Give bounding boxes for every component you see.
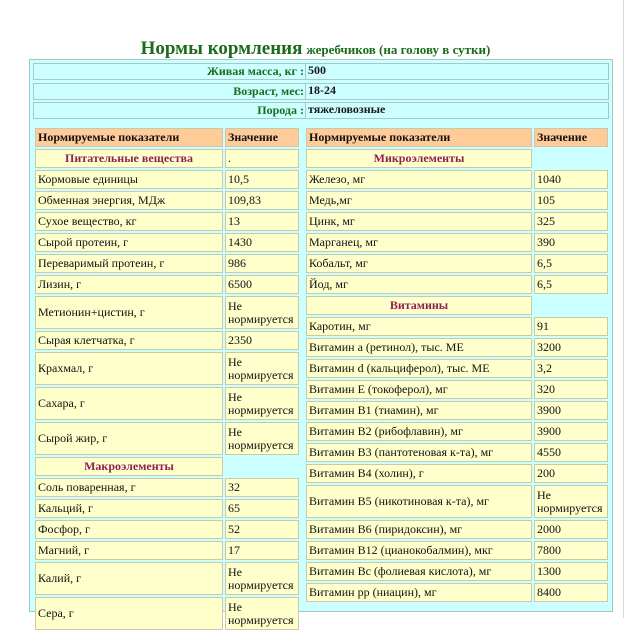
page-title: [0, 38, 631, 60]
row-name: Витамин В1 (тиамин), мг: [306, 401, 532, 420]
row-value: 3900: [534, 422, 608, 441]
row-name: Витамин рр (ниацин), мг: [306, 583, 532, 602]
row-name: Витамин В2 (рибофлавин), мг: [306, 422, 532, 441]
section-nutrients: Питательные вещества: [35, 149, 223, 168]
table-row: [306, 170, 608, 189]
row-value: 2000: [534, 520, 608, 539]
table-row: [35, 170, 299, 189]
table-row: [35, 478, 299, 497]
row-name: Калий, г: [35, 562, 223, 595]
table-row: [35, 352, 299, 385]
row-name: Метионин+цистин, г: [35, 296, 223, 329]
row-value: 13: [225, 212, 299, 231]
row-name: Сырой жир, г: [35, 422, 223, 455]
row-value: Не нормируется: [534, 485, 608, 518]
row-value: 1430: [225, 233, 299, 252]
row-name: Железо, мг: [306, 170, 532, 189]
row-value: 1300: [534, 562, 608, 581]
title-main: Нормы кормления: [140, 38, 303, 59]
info-value: 500: [305, 63, 326, 80]
table-row: [306, 380, 608, 399]
table-row: [35, 191, 299, 210]
right-norms-table: [304, 126, 610, 604]
row-name: Цинк, мг: [306, 212, 532, 231]
row-value: 105: [534, 191, 608, 210]
table-row: [35, 422, 299, 455]
row-value: 65: [225, 499, 299, 518]
info-row-breed: [33, 102, 609, 119]
table-row: [306, 583, 608, 602]
table-row: [306, 520, 608, 539]
section-macroelements: Макроэлементы: [35, 457, 223, 476]
table-row: [306, 338, 608, 357]
column-header-value: Значение: [225, 128, 299, 147]
section-spacer: [534, 149, 608, 168]
info-label: Живая масса, кг :: [206, 64, 304, 78]
table-row: [306, 275, 608, 294]
table-row: [306, 233, 608, 252]
row-value: 4550: [534, 443, 608, 462]
row-name: Витамин В5 (никотиновая к-та), мг: [306, 485, 532, 518]
info-label: Порода :: [257, 103, 304, 117]
table-row: [306, 359, 608, 378]
column-header-indicator: Нормируемые показатели: [306, 128, 532, 147]
row-value: 986: [225, 254, 299, 273]
row-value: 390: [534, 233, 608, 252]
row-value: 32: [225, 478, 299, 497]
row-name: Кальций, г: [35, 499, 223, 518]
row-name: Фосфор, г: [35, 520, 223, 539]
row-value: 320: [534, 380, 608, 399]
row-name: Соль поваренная, г: [35, 478, 223, 497]
row-value: Не нормируется: [225, 562, 299, 595]
row-name: Каротин, мг: [306, 317, 532, 336]
section-microelements: Микроэлементы: [306, 149, 532, 168]
row-value: Не нормируется: [225, 296, 299, 329]
table-row: [35, 233, 299, 252]
row-value: 17: [225, 541, 299, 560]
table-row: [35, 275, 299, 294]
row-name: Витамин В4 (холин), г: [306, 464, 532, 483]
table-row: [306, 464, 608, 483]
row-name: Переваримый протеин, г: [35, 254, 223, 273]
row-name: Витамин В6 (пиридоксин), мг: [306, 520, 532, 539]
row-name: Кобальт, мг: [306, 254, 532, 273]
table-row: [35, 254, 299, 273]
table-row: [35, 331, 299, 350]
row-name: Йод, мг: [306, 275, 532, 294]
row-name: Обменная энергия, МДж: [35, 191, 223, 210]
row-name: Сахара, г: [35, 387, 223, 420]
table-row: [306, 191, 608, 210]
info-value: 18-24: [305, 83, 336, 100]
table-row: [35, 387, 299, 420]
table-row: [35, 296, 299, 329]
row-value: Не нормируется: [225, 352, 299, 385]
table-row: [306, 562, 608, 581]
row-name: Сырая клетчатка, г: [35, 331, 223, 350]
table-row: [35, 212, 299, 231]
row-value: 6,5: [534, 275, 608, 294]
row-value: 6500: [225, 275, 299, 294]
row-value: 3,2: [534, 359, 608, 378]
table-row: [35, 562, 299, 595]
row-name: Витамин В3 (пантотеновая к-та), мг: [306, 443, 532, 462]
row-value: 3900: [534, 401, 608, 420]
table-row: [306, 317, 608, 336]
row-value: 325: [534, 212, 608, 231]
row-value: 8400: [534, 583, 608, 602]
row-value: 2350: [225, 331, 299, 350]
row-name: Витамин Вс (фолиевая кислота), мг: [306, 562, 532, 581]
row-name: Витамин а (ретинол), тыс. МЕ: [306, 338, 532, 357]
table-row: [306, 443, 608, 462]
info-row-age: [33, 83, 609, 100]
column-header-indicator: Нормируемые показатели: [35, 128, 223, 147]
table-row: [35, 520, 299, 539]
row-value: Не нормируется: [225, 597, 299, 630]
section-spacer: [534, 296, 608, 315]
table-row: [306, 541, 608, 560]
table-row: [306, 401, 608, 420]
row-value: 1040: [534, 170, 608, 189]
row-name: Витамин Е (токоферол), мг: [306, 380, 532, 399]
table-row: [35, 499, 299, 518]
row-name: Витамин В12 (цианокобалмин), мкг: [306, 541, 532, 560]
row-value: 109,83: [225, 191, 299, 210]
row-value: 7800: [534, 541, 608, 560]
norms-panel: [29, 59, 613, 627]
row-name: Марганец, мг: [306, 233, 532, 252]
row-name: Медь,мг: [306, 191, 532, 210]
info-label: Возраст, мес:: [233, 84, 304, 98]
table-row: [306, 254, 608, 273]
row-name: Крахмал, г: [35, 352, 223, 385]
table-row: [306, 212, 608, 231]
row-value: Не нормируется: [225, 387, 299, 420]
info-row-weight: [33, 63, 609, 80]
row-value: 3200: [534, 338, 608, 357]
section-nutrients-value: .: [225, 149, 299, 168]
row-value: Не нормируется: [225, 422, 299, 455]
row-value: 52: [225, 520, 299, 539]
row-name: Сера, г: [35, 597, 223, 630]
section-vitamins: Витамины: [306, 296, 532, 315]
row-value: 91: [534, 317, 608, 336]
row-name: Сухое вещество, кг: [35, 212, 223, 231]
row-name: Лизин, г: [35, 275, 223, 294]
title-sub: жеребчиков (на голову в сутки): [306, 42, 491, 57]
row-value: 10,5: [225, 170, 299, 189]
row-name: Сырой протеин, г: [35, 233, 223, 252]
row-name: Магний, г: [35, 541, 223, 560]
table-row: [35, 597, 299, 630]
row-value: 200: [534, 464, 608, 483]
row-value: 6,5: [534, 254, 608, 273]
table-row: [35, 541, 299, 560]
row-name: Витамин d (кальциферол), тыс. МЕ: [306, 359, 532, 378]
table-row: [306, 485, 608, 518]
column-header-value: Значение: [534, 128, 608, 147]
section-spacer: [225, 457, 299, 476]
info-value: тяжеловозные: [305, 102, 385, 119]
row-name: Кормовые единицы: [35, 170, 223, 189]
table-row: [306, 422, 608, 441]
left-norms-table: [33, 126, 301, 632]
